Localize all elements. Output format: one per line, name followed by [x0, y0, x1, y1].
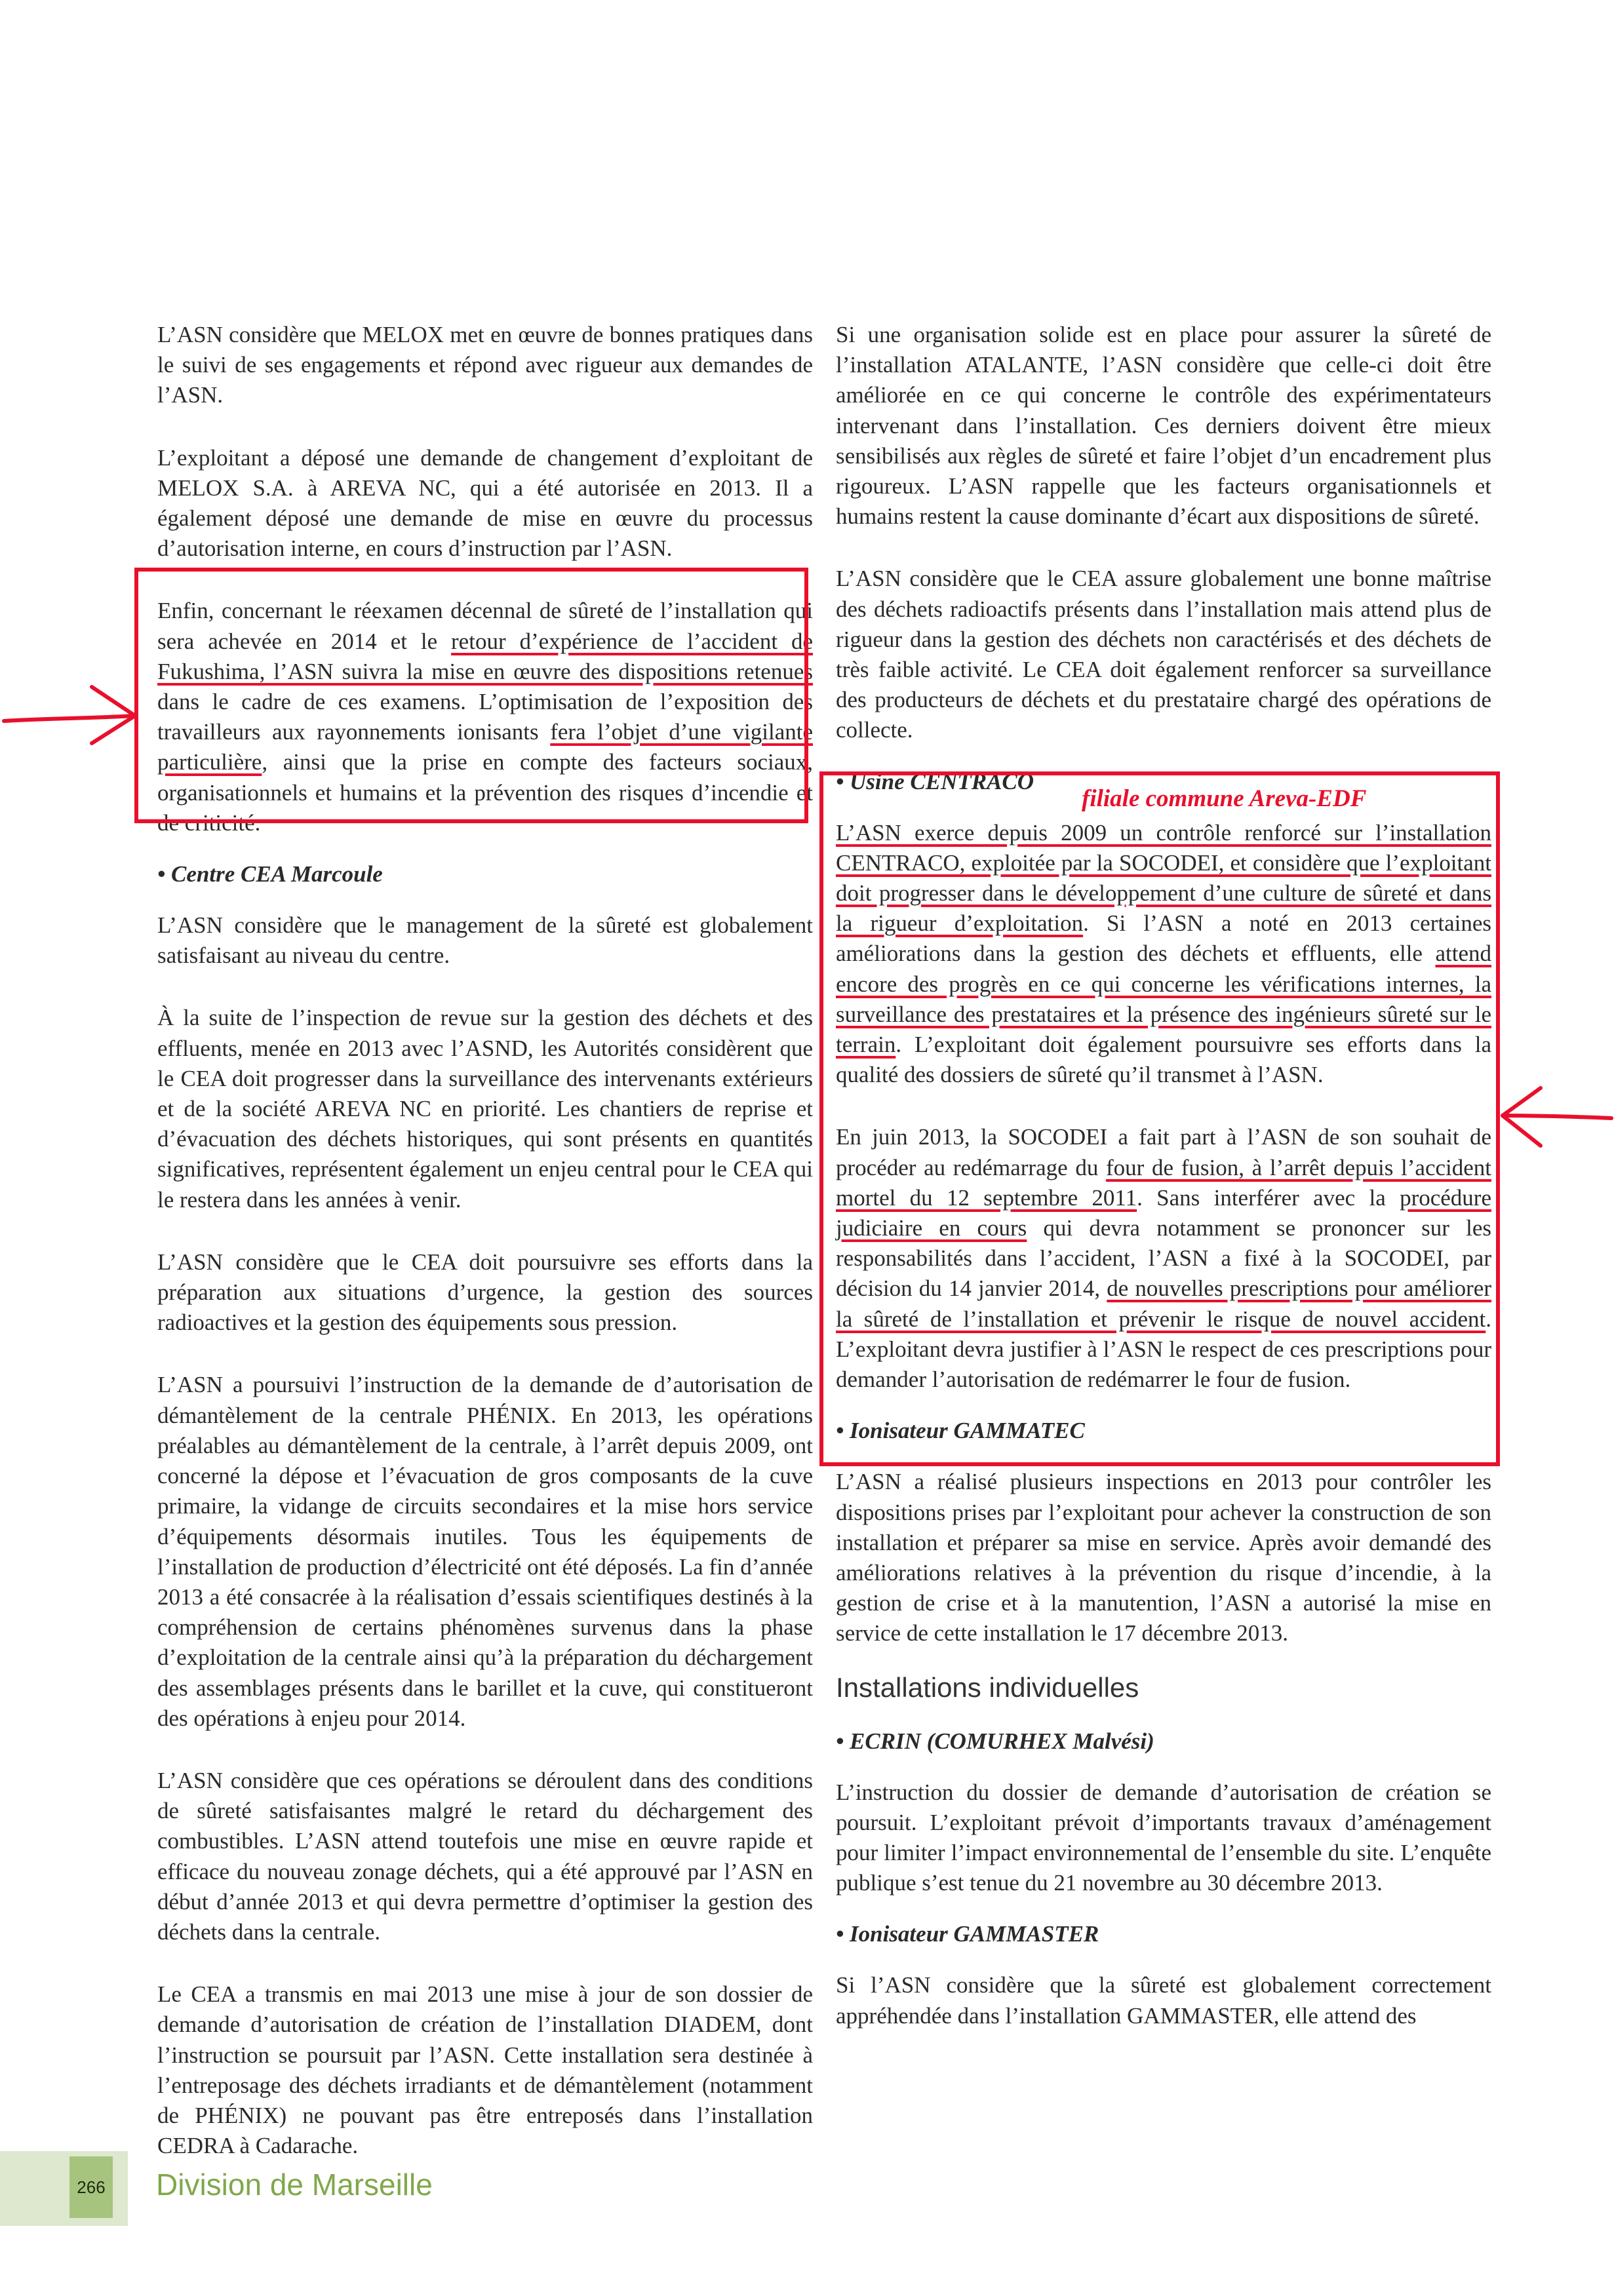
page-number: 266 [69, 2156, 113, 2218]
underlined-melting-furnace: four de fusion, à l’arrêt depuis l’accident mortel du 12 septembre 2011 [836, 1154, 1491, 1211]
underlined-new-prescriptions: de nouvelles prescriptions pour améliorer la sûreté de l’installation et prévenir le risque de nouvel accident [836, 1275, 1492, 1332]
paragraph-phenix-dismantling: L’ASN a poursuivi l’instruction de la demande de d’autorisation de démantèlement de la centrale PHÉNIX. En 2013, les opérations préalables au démantèlement de la centrale, à l’arrêt depuis 2009, ont concerné la dépose et l’évacuation de gros composants de la cuve primaire, la vidange de circuits secondaires et la mise hors service d’équipements désormais inutiles. Tous les équipements de l’installation de production d’électricité ont été déposés. La fin d’année 2013 a été consacrée à la réalisation d’essais scientifiques destinés à la compréhension de certains phénomènes survenus dans la phase d’exploitation de la centrale ainsi qu’à la préparation du déchargement des assemblages présents dans le barillet et la cuve, qui constitueront des opérations à enjeu pour 2014. [157, 1372, 813, 1731]
section-heading-installations-individuelles: Installations individuelles [836, 1671, 1139, 1703]
text-segment: qui devra notamment se prononcer sur les responsabilités dans l’accident, l’ASN a fixé à la SOCODEI, par décision du 14 janvier 2014, [836, 1215, 1491, 1302]
paragraph-diadem: Le CEA a transmis en mai 2013 une mise à jour de son dossier de demande d’autorisation de création de l’installation DIADEM, dont l’instruction se poursuit par l’ASN. Cette installation sera destinée à l’entreposage des déchets irradiants et de démantèlement (notamment de PHÉNIX) ne pouvant pas être entreposés dans l’installation CEDRA à Cadarache. [157, 1981, 813, 2159]
underlined-expected-progress: attend encore des progrès en ce qui concerne les vérifications internes, la surveillance des prestataires et la présence des ingénieurs sûreté sur le terrain [836, 941, 1491, 1058]
text-segment: . Si l’ASN a noté en 2013 certaines améliorations dans la gestion des déchets et effluents, elle [836, 910, 1491, 967]
heading-ionisateur-gammatec: • Ionisateur GAMMATEC [836, 1418, 1085, 1444]
paragraph-marcoule-management: L’ASN considère que le management de la sûreté est globalement satisfaisant au niveau du centre. [157, 912, 813, 969]
paragraph-gammatec: L’ASN a réalisé plusieurs inspections en 2013 pour contrôler les dispositions prises par l’exploitant pour achever la construction de son installation et préparer sa mise en service. Après avoir demandé des améliorations relatives à la prévention du risque d’incendie, à la gestion de crise et à la manutention, l’ASN a autorisé la mise en service de cette installation le 17 décembre 2013. [836, 1469, 1491, 1646]
text-segment: . L’exploitant doit également poursuivre ses efforts dans la qualité des dossiers de sûreté qu’il transmet à l’ASN. [836, 1032, 1491, 1088]
paragraph-atalante: Si une organisation solide est en place pour assurer la sûreté de l’installation ATALANTE, l’ASN considère que celle-ci doit être améliorée en ce qui concerne le contrôle des expérimentateurs intervenant dans l’installation. Ces derniers doivent être mieux sensibilisés aux règles de sûreté et faire l’objet d’un encadrement plus rigoureux. L’ASN rappelle que les facteurs organisationnels et humains restent la cause dominante d’écart aux dispositions de sûreté. [836, 322, 1491, 530]
paragraph-safety-conditions: L’ASN considère que ces opérations se déroulent dans des conditions de sûreté satisfaisantes malgré le retard du déchargement des combustibles. L’ASN attend toutefois une mise en œuvre rapide et efficace du nouveau zonage déchets, qui a été approuvé par l’ASN en début d’année 2013 et qui devra permettre d’optimiser la gestion des déchets dans la centrale. [157, 1767, 813, 1945]
division-title: Division de Marseille [156, 2168, 433, 2202]
highlight-box-left [134, 568, 808, 823]
arrow-left-icon [1495, 1081, 1614, 1154]
paragraph-melox-good-practices: L’ASN considère que MELOX met en œuvre de bonnes pratiques dans le suivi de ses engagements et répond avec rigueur aux demandes de l’ASN. [157, 322, 813, 408]
paragraph-gammaster: Si l’ASN considère que la sûreté est globalement correctement appréhendée dans l’installation GAMMASTER, elle attend des [836, 1972, 1491, 2029]
heading-centre-cea-marcoule: • Centre CEA Marcoule [157, 861, 383, 887]
text-segment: dans le cadre de ces examens. L’optimisation de l’exposition des travailleurs aux rayonnements ionisants [157, 689, 813, 745]
underlined-judicial-procedure: procédure judiciaire en cours [836, 1184, 1491, 1241]
highlight-box-right [819, 771, 1500, 1466]
paragraph-ecrin: L’instruction du dossier de demande d’autorisation de création se poursuit. L’exploitant prévoit d’importants travaux d’aménagement pour limiter l’impact environnemental de l’ensemble du site. L’enquête publique s’est tenue du 21 novembre au 30 décembre 2013. [836, 1779, 1491, 1896]
heading-ecrin: • ECRIN (COMURHEX Malvési) [836, 1728, 1154, 1754]
paragraph-waste-inspection: À la suite de l’inspection de revue sur la gestion des déchets et des effluents, menée en 2013 avec l’ASND, les Autorités considèrent que le CEA doit progresser dans la surveillance des intervenants extérieurs et de la société AREVA NC en priorité. Les chantiers de reprise et d’évacuation des déchets historiques, qui sont présents en quantités significatives, représentent également un enjeu central pour le CEA qui le restera dans les années à venir. [157, 1005, 813, 1213]
arrow-right-icon [0, 675, 141, 747]
text-segment: En juin 2013, la SOCODEI a fait part à l’ASN de son souhait de procéder au redémarrage du [836, 1124, 1491, 1180]
text-segment: , ainsi que la prise en compte des facteurs sociaux, organisationnels et humains et la prévention des risques d’incendie et de criticité. [157, 749, 813, 836]
text-segment: Enfin, concernant le réexamen décennal de sûreté de l’installation qui sera achevée en 2014 et le [157, 598, 813, 654]
text-segment: . L’exploitant devra justifier à l’ASN le respect de ces prescriptions pour demander l’autorisation de redémarrer le four de fusion. [836, 1306, 1491, 1393]
heading-ionisateur-gammaster: • Ionisateur GAMMASTER [836, 1921, 1099, 1947]
paragraph-cea-waste-control: L’ASN considère que le CEA assure globalement une bonne maîtrise des déchets radioactifs présents dans l’installation mais attend plus de rigueur dans la gestion des déchets non caractérisés et des déchets de très faible activité. Le CEA doit également renforcer sa surveillance des producteurs de déchets et du prestataire chargé des opérations de collecte. [836, 566, 1491, 743]
underlined-reinforced-control: L’ASN exerce depuis 2009 un contrôle renforcé sur l’installation CENTRACO, exploitée par la SOCODEI, et considère que l’exploitant doit progresser dans le développement d’une culture de sûreté et dans la rigueur d’exploitation [836, 819, 1491, 937]
paragraph-melox-operator-change: L’exploitant a déposé une demande de changement d’exploitant de MELOX S.A. à AREVA NC, qui a été autorisée en 2013. Il a également déposé une demande de mise en œuvre du processus d’autorisation interne, en cours d’instruction par l’ASN. [157, 444, 813, 562]
underlined-fukushima-feedback: retour d’expérience de l’accident de Fukushima, l’ASN suivra la mise en œuvre des dispositions retenues [157, 628, 813, 684]
heading-usine-centraco: • Usine CENTRACO [836, 768, 1034, 794]
annotation-filiale-areva-edf: filiale commune Areva-EDF [1082, 785, 1367, 812]
underlined-vigilance: fera l’objet d’une vigilante particulière [157, 719, 813, 775]
text-segment: . Sans interférer avec la [1137, 1184, 1400, 1211]
paragraph-emergency-preparedness: L’ASN considère que le CEA doit poursuivre ses efforts dans la préparation aux situations d’urgence, la gestion des sources radioactives et la gestion des équipements sous pression. [157, 1249, 813, 1336]
